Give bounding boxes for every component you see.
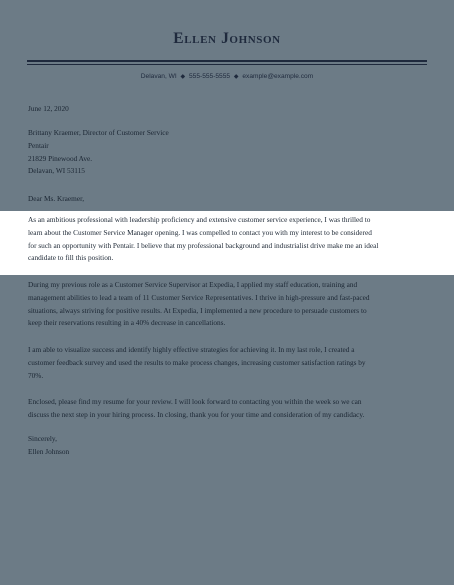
header-rule-thick: [27, 60, 427, 62]
contact-phone: 555-555-5555: [189, 73, 231, 80]
paragraph-strategy: [28, 344, 428, 382]
contact-location: Delavan, WI: [140, 73, 177, 80]
paragraph-line: customer feedback survey and used the results to make process changes, increasing customer satisfaction ratings by: [28, 357, 366, 367]
diamond-separator-icon: ◆: [180, 74, 186, 80]
paragraph-line: candidate to fill this position.: [28, 253, 114, 263]
closing-phrase: Sincerely,: [28, 434, 57, 443]
signoff-block: [28, 433, 428, 459]
contact-line: [0, 73, 454, 80]
diamond-separator-icon: ◆: [233, 74, 239, 80]
contact-email: example@example.com: [242, 73, 314, 80]
header-rule-thin: [27, 64, 427, 65]
salutation: Dear Ms. Kraemer,: [28, 194, 85, 203]
paragraph-line: 70%.: [28, 370, 44, 380]
paragraph-line: learn about the Customer Service Manager opening. I was compelled to contact you with my interest to be considered: [28, 227, 372, 237]
letter-date: June 12, 2020: [28, 104, 69, 113]
paragraph-line: Enclosed, please find my resume for your review. I will look forward to contacting you within the week so we can: [28, 397, 362, 406]
applicant-name: Ellen Johnson: [173, 30, 281, 47]
signature-name: Ellen Johnson: [28, 446, 70, 456]
recipient-company: Pentair: [28, 140, 49, 150]
recipient-name-title: Brittany Kraemer, Director of Customer Service: [28, 128, 169, 137]
paragraph-line: As an ambitious professional with leadership proficiency and extensive customer service experience, I was thrilled to: [28, 215, 371, 224]
paragraph-experience: [28, 279, 428, 330]
paragraph-intro: [28, 214, 428, 265]
paragraph-line: I am able to visualize success and identify highly effective strategies for achieving it. In my last role, I created a: [28, 345, 355, 354]
recipient-block: [28, 127, 428, 178]
recipient-street: 21829 Pinewood Ave.: [28, 153, 93, 163]
paragraph-line: During my previous role as a Customer Service Supervisor at Expedia, I applied my staff education, training and: [28, 280, 358, 289]
paragraph-line: management abilities to lead a team of 11 Customer Service Representatives. I thrive in high-pressure and fast-paced: [28, 292, 370, 302]
paragraph-closing: [28, 396, 428, 422]
paragraph-line: discuss the next step in your hiring process. In closing, thank you for your time and consideration of my candidacy.: [28, 409, 365, 419]
recipient-city: Delavan, WI 53115: [28, 166, 85, 176]
paragraph-line: situations, always striving for positive results. At Expedia, I implemented a new procedure to persuade customers to: [28, 305, 367, 315]
paragraph-line: for such an opportunity with Pentair. I believe that my professional background and industrialist drive make me an ideal: [28, 240, 379, 250]
paragraph-line: keep their reservations resulting in a 40% decrease in cancellations.: [28, 318, 226, 328]
